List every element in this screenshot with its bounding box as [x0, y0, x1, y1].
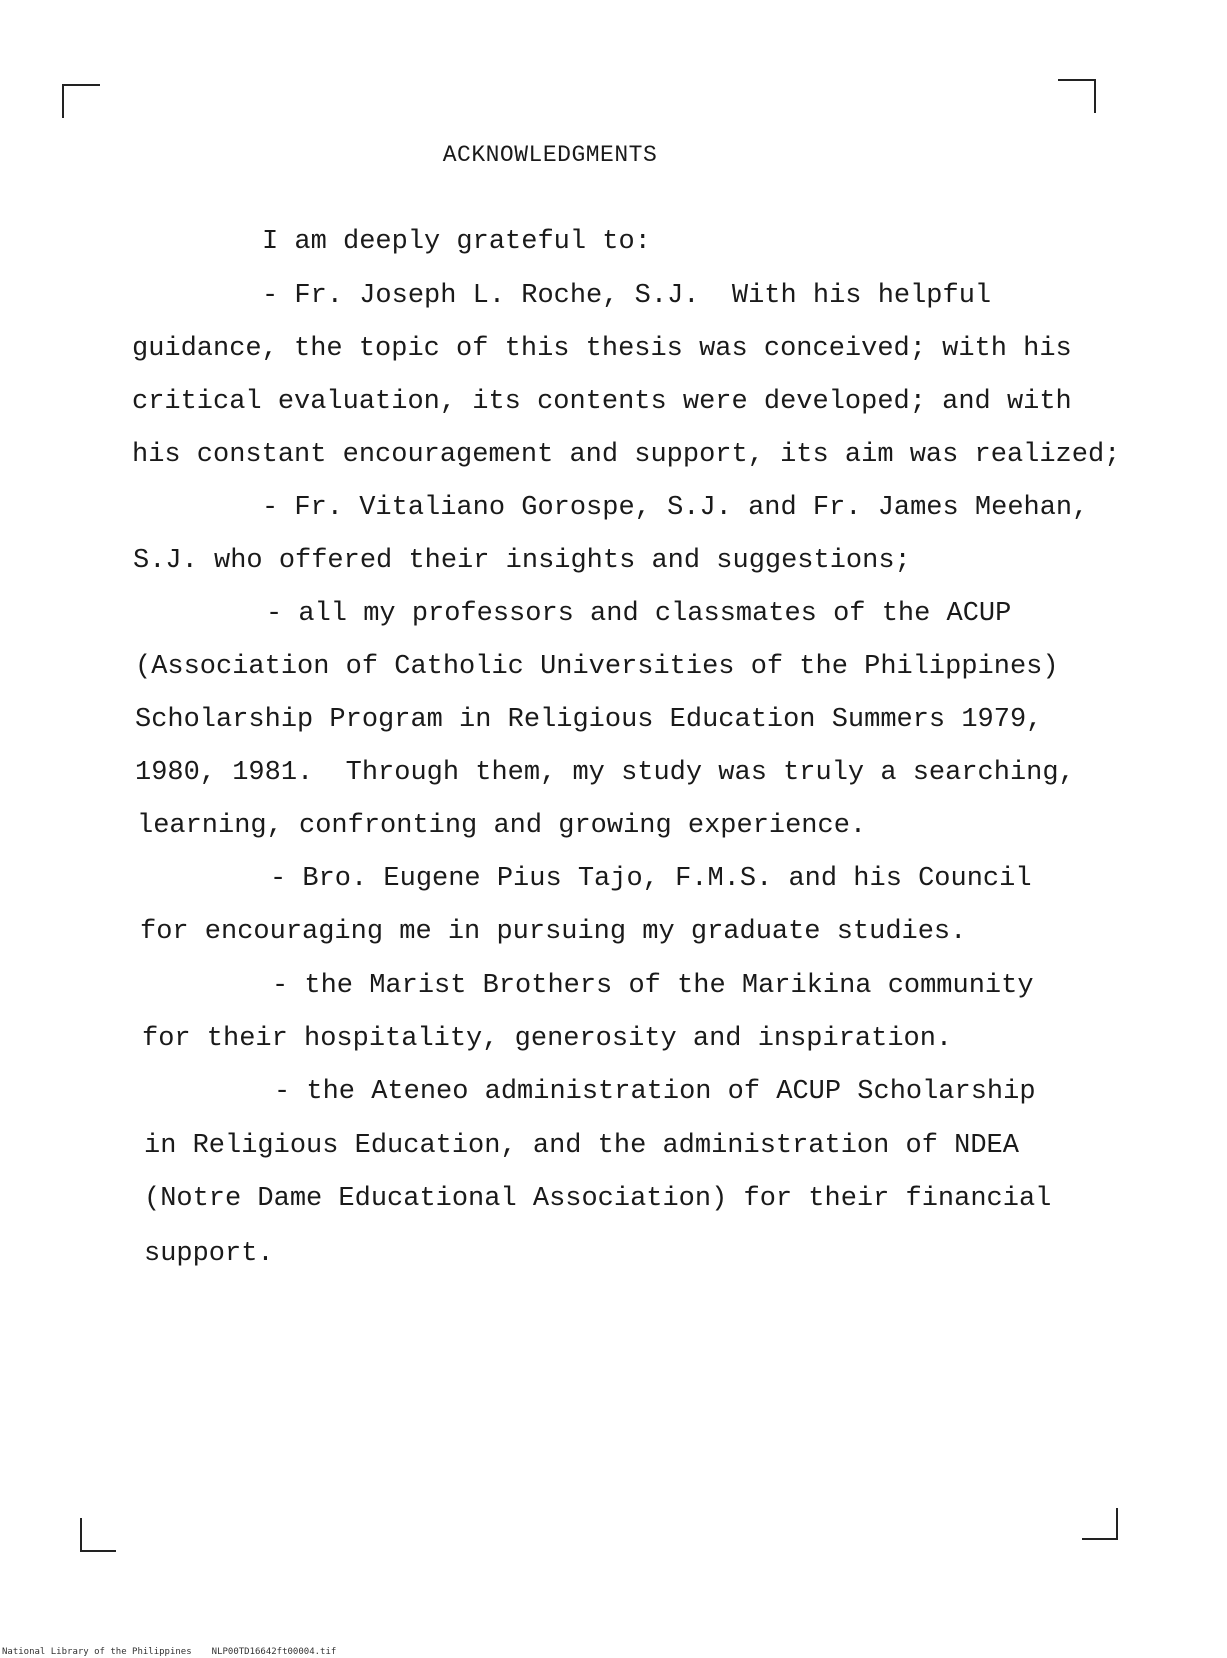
text-line: Scholarship Program in Religious Education Summers 1979,	[135, 705, 1043, 735]
footer-library: National Library of the Philippines	[2, 1647, 192, 1657]
text-line: for encouraging me in pursuing my graduate studies.	[140, 917, 967, 947]
text-line: 1980, 1981. Through them, my study was truly a searching,	[135, 758, 1075, 788]
text-line: critical evaluation, its contents were developed; and with	[132, 387, 1072, 417]
text-line: - Bro. Eugene Pius Tajo, F.M.S. and his Council	[270, 864, 1032, 894]
text-line: in Religious Education, and the administration of NDEA	[144, 1131, 1019, 1161]
crop-mark-bottom-left	[80, 1518, 116, 1552]
footer-filename: NLP00TD16642ft00004.tif	[211, 1647, 337, 1657]
text-line: - the Marist Brothers of the Marikina community	[272, 971, 1034, 1001]
text-line: his constant encouragement and support, its aim was realized;	[132, 440, 1121, 470]
text-line: I am deeply grateful to:	[262, 227, 651, 257]
text-line: for their hospitality, generosity and inspiration.	[142, 1024, 953, 1054]
page-title: ACKNOWLEDGMENTS	[442, 142, 658, 168]
text-line: (Association of Catholic Universities of the Philippines)	[135, 652, 1059, 682]
text-line: - Fr. Vitaliano Gorospe, S.J. and Fr. James Meehan,	[262, 493, 1089, 523]
text-line: (Notre Dame Educational Association) for their financial	[144, 1184, 1052, 1214]
crop-mark-bottom-right	[1082, 1508, 1118, 1540]
text-line: - all my professors and classmates of the ACUP	[266, 599, 1012, 629]
scan-footer	[2, 1647, 356, 1657]
text-line: - Fr. Joseph L. Roche, S.J. With his helpful	[262, 281, 992, 311]
text-line: support.	[144, 1239, 274, 1269]
crop-mark-top-left	[62, 84, 100, 118]
crop-mark-top-right	[1058, 79, 1096, 113]
text-line: - the Ateneo administration of ACUP Scholarship	[274, 1077, 1036, 1107]
text-line: learning, confronting and growing experience.	[137, 811, 867, 841]
text-line: S.J. who offered their insights and suggestions;	[133, 546, 911, 576]
text-line: guidance, the topic of this thesis was conceived; with his	[132, 334, 1072, 364]
